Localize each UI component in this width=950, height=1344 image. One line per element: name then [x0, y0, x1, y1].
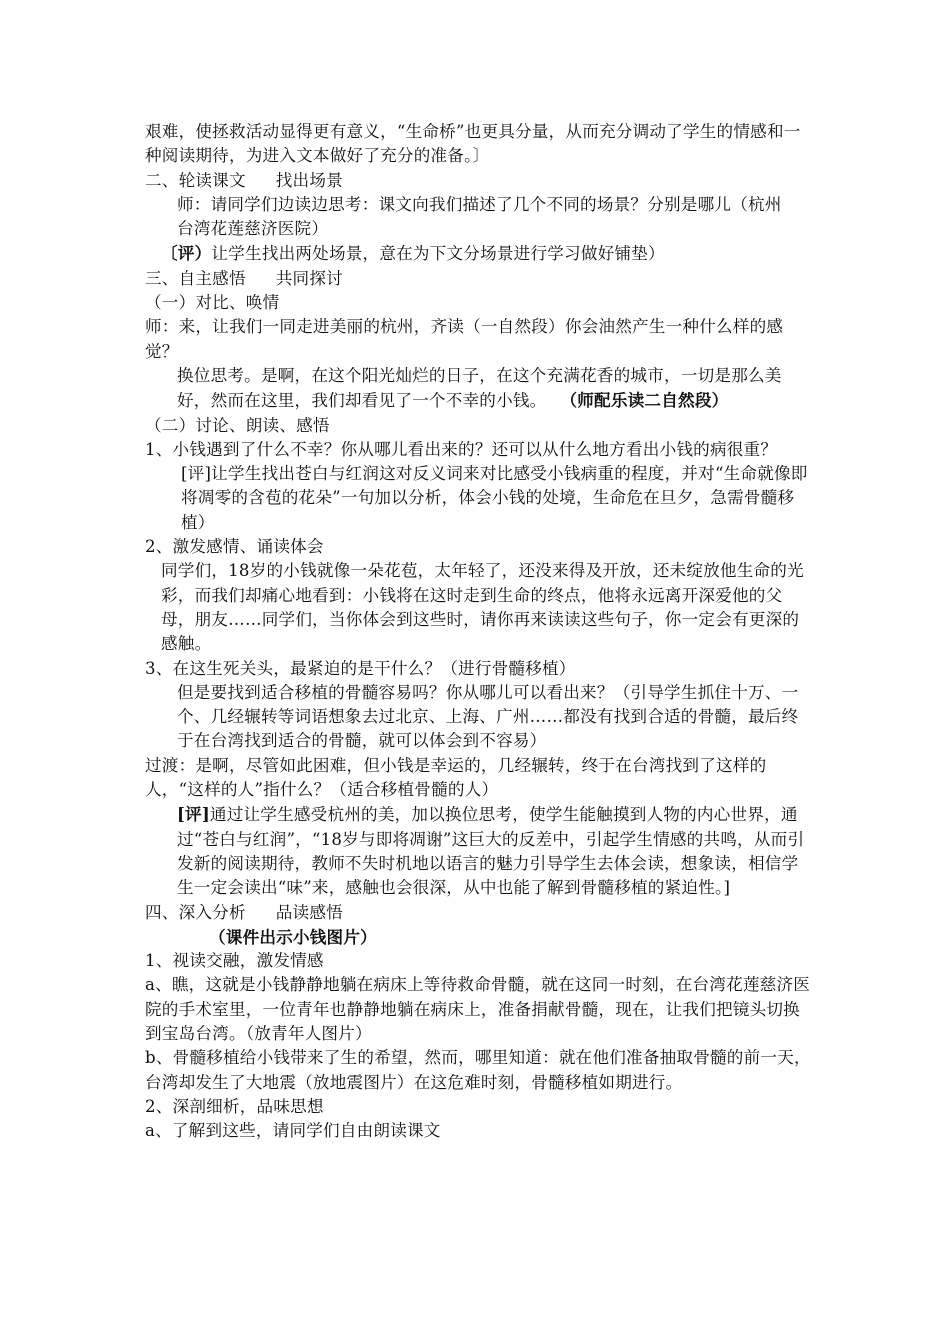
courseware-note: （课件出示小钱图片）: [209, 926, 377, 947]
heading-title: 三、自主感悟: [145, 268, 246, 288]
heading-subtitle: 找出场景: [275, 170, 343, 190]
question: 1、小钱遇到了什么不幸？你从哪儿看出来的？还可以从什么地方看出小钱的病很重？: [145, 439, 778, 459]
heading-subtitle: 共同探讨: [275, 268, 343, 288]
paragraph-text: 换位思考。是啊，在这个阳光灿烂的日子，在这个充满花香的城市，一切是那么美好，然而在这里，我们却看见了一个不幸的小钱。: [177, 365, 782, 411]
paragraph: 过渡：是啊，尽管如此困难，但小钱是幸运的，几经辗转，终于在台湾找到了这样的人，“这样的人”指什么？（适合移植骨髓的人）: [145, 755, 767, 800]
paragraph: 艰难，使拯救活动显得更有意义，“生命桥”也更具分量，从而充分调动了学生的情感和一种阅读期待，为进入文本做好了充分的准备。〕: [145, 122, 801, 166]
heading-subtitle: 品读感悟: [275, 902, 343, 922]
section-heading: [145, 901, 815, 925]
document-body: [145, 120, 815, 1143]
subsection-heading: 2、激发感情、诵读体会: [145, 537, 324, 557]
comment-text: 通过让学生感受杭州的美，加以换位思考，使学生能触摸到人物的内心世界，通过“苍白与红润”，“18岁与即将凋谢”这巨大的反差中，引起学生情感的共鸣，从而引发新的阅读期待，教师不失时机地以语言的魅力引导学生去体会读，想象读，相信学生一定会读出“味”来，感触也会很深，从中也能了解到骨髓移植的紧迫性。]: [177, 805, 805, 898]
comment-marker: 〔评）: [161, 243, 212, 264]
paragraph: [145, 364, 815, 414]
subsection-heading: （一）对比、唤情: [145, 293, 280, 313]
section-heading: [145, 267, 815, 291]
question: 3、在这生死关头，最紧迫的是干什么？（进行骨髓移植）: [145, 658, 576, 678]
teacher-note: （师配乐读二自然段）: [560, 390, 729, 411]
comment-text: 让学生找出两处场景，意在为下文分场景进行学习做好铺垫）: [211, 244, 665, 264]
paragraph: a、了解到这些，请同学们自由朗读课文: [145, 1121, 441, 1141]
subsection-heading: （二）讨论、朗读、感悟: [145, 415, 330, 435]
section-heading: [145, 169, 815, 193]
paragraph: 但是要找到适合移植的骨髓容易吗？你从哪儿可以看出来？（引导学生抓住十万、一个、几经辗转等词语想象去过北京、上海、广州……都没有找到合适的骨髓，最后终于在台湾找到适合的骨髓，就可以体会到不容易）: [177, 682, 799, 751]
subsection-heading: 2、深剖细析，品味思想: [145, 1096, 324, 1116]
paragraph: 师：来，让我们一同走进美丽的杭州，齐读（一自然段）你会油然产生一种什么样的感觉？: [145, 317, 784, 361]
comment-paragraph: [145, 802, 815, 900]
comment-marker: [评]: [177, 804, 210, 825]
paragraph: a、瞧，这就是小钱静静地躺在病床上等待救命骨髓，就在这同一时刻，在台湾花莲慈济医院的手术室里，一位青年也静静地躺在病床上，准备捐献骨髓，现在，让我们把镜头切换到宝岛台湾。（放青年人图片）: [145, 975, 811, 1043]
comment-paragraph: [评]让学生找出苍白与红润这对反义词来对比感受小钱病重的程度，并对“生命就像即将凋零的含苞的花朵”一句加以分析，体会小钱的处境，生命危在旦夕，急需骨髓移植）: [181, 464, 808, 532]
subsection-heading: 1、视读交融，激发情感: [145, 951, 324, 971]
heading-title: 二、轮读课文: [145, 170, 246, 190]
heading-title: 四、深入分析: [145, 902, 246, 922]
paragraph: 同学们，18岁的小钱就像一朵花苞，太年轻了，还没来得及开放，还未绽放他生命的光彩，而我们却痛心地看到：小钱将在这时走到生命的终点，他将永远离开深爱他的父母，朋友……同学们，当你体会到这些时，请你再来读读这些句子，你一定会有更深的感触。: [161, 561, 804, 654]
paragraph: b、骨髓移植给小钱带来了生的希望，然而，哪里知道：就在他们准备抽取骨髓的前一天，台湾却发生了大地震（放地震图片）在这危难时刻，骨髓移植如期进行。: [145, 1048, 811, 1092]
comment-paragraph: [145, 241, 815, 266]
paragraph: 师：请同学们边读边思考：课文向我们描述了几个不同的场景？分别是哪儿（杭州 台湾花莲慈济医院）: [177, 194, 816, 239]
